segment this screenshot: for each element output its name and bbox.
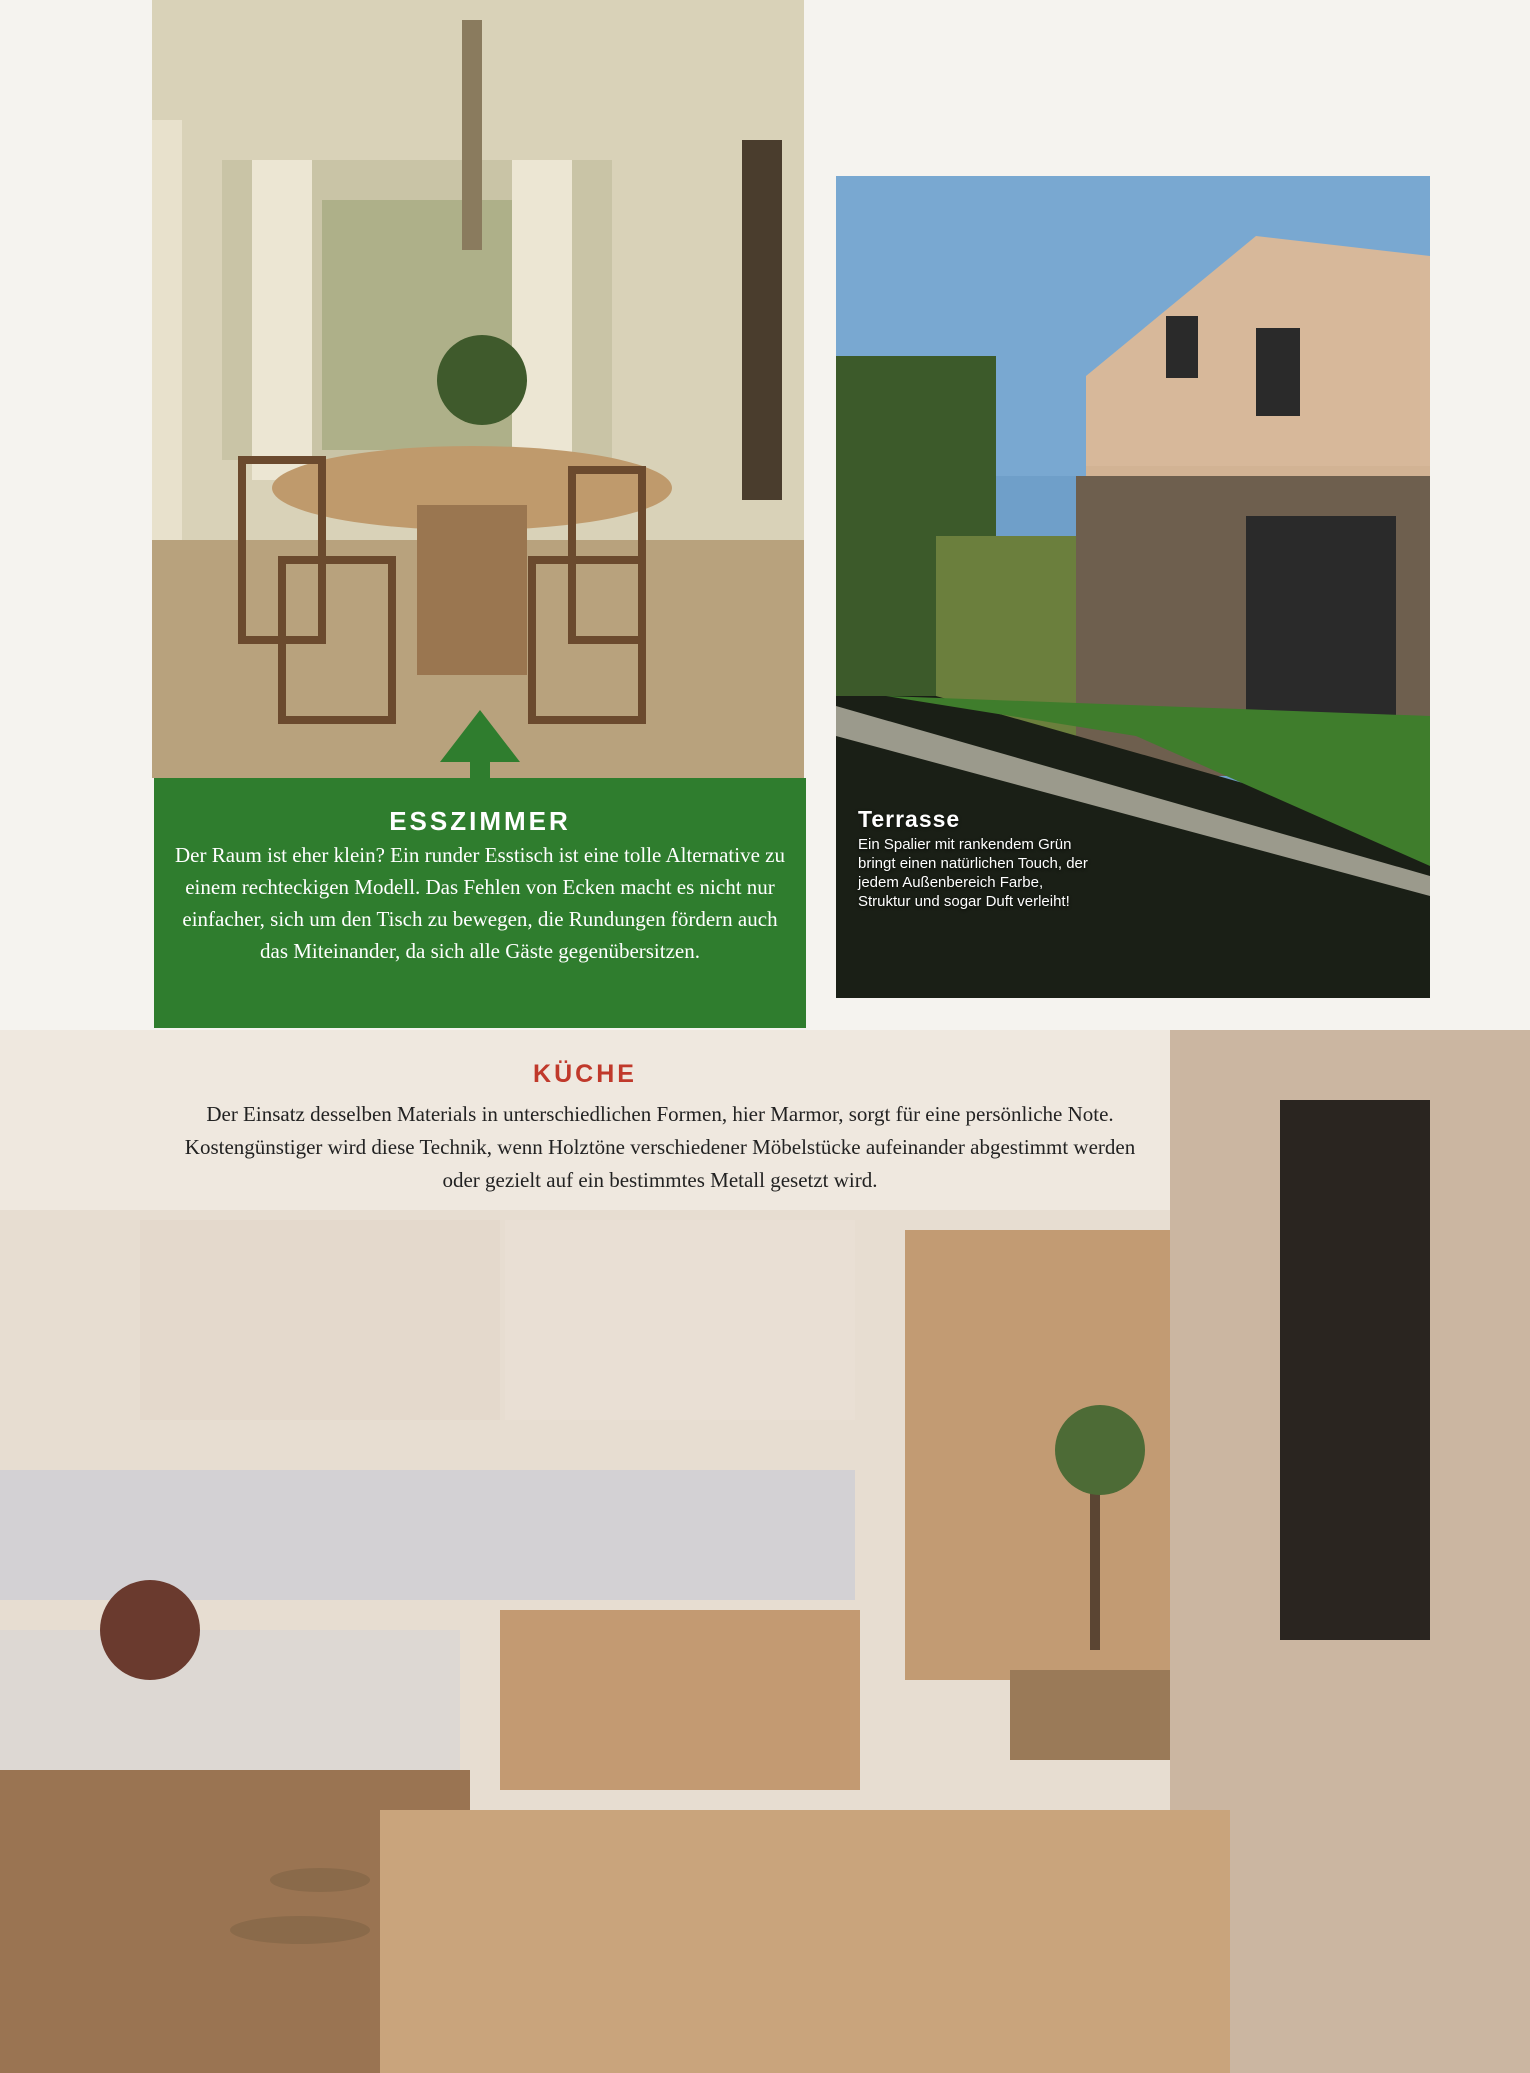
kueche-text: Der Einsatz desselben Materials in unterschiedlichen Formen, hier Marmor, sorgt für eine persönliche Note. Kostengünstiger wird diese Technik, wenn Holztöne verschiedener Möbelstücke aufeinander abgestimmt werden oder gezielt auf ein bestimmtes Metall gesetzt wird. [184, 1102, 1136, 1192]
esszimmer-title: ESSZIMMER [389, 806, 571, 836]
esszimmer-text: Der Raum ist eher klein? Ein runder Esstisch ist eine tolle Alternative zu einem rechteckigen Modell. Das Fehlen von Ecken macht es nicht nur einfacher, sich um den Tisch zu bewegen, die Rundungen fördern auch das Miteinander, da sich alle Gäste gegenübersitzen. [175, 843, 785, 963]
kueche-title: KÜCHE [533, 1060, 637, 1088]
dining-room-photo [152, 0, 804, 778]
arrow-stem [470, 755, 490, 779]
terrasse-title: Terrasse [858, 806, 961, 832]
terrasse-caption [858, 806, 1088, 911]
terrasse-text: Ein Spalier mit rankendem Grün bringt einen natürlichen Touch, der jedem Außenbereich Farbe, Struktur und sogar Duft verleiht! [858, 836, 1088, 910]
esszimmer-caption [154, 778, 806, 1028]
